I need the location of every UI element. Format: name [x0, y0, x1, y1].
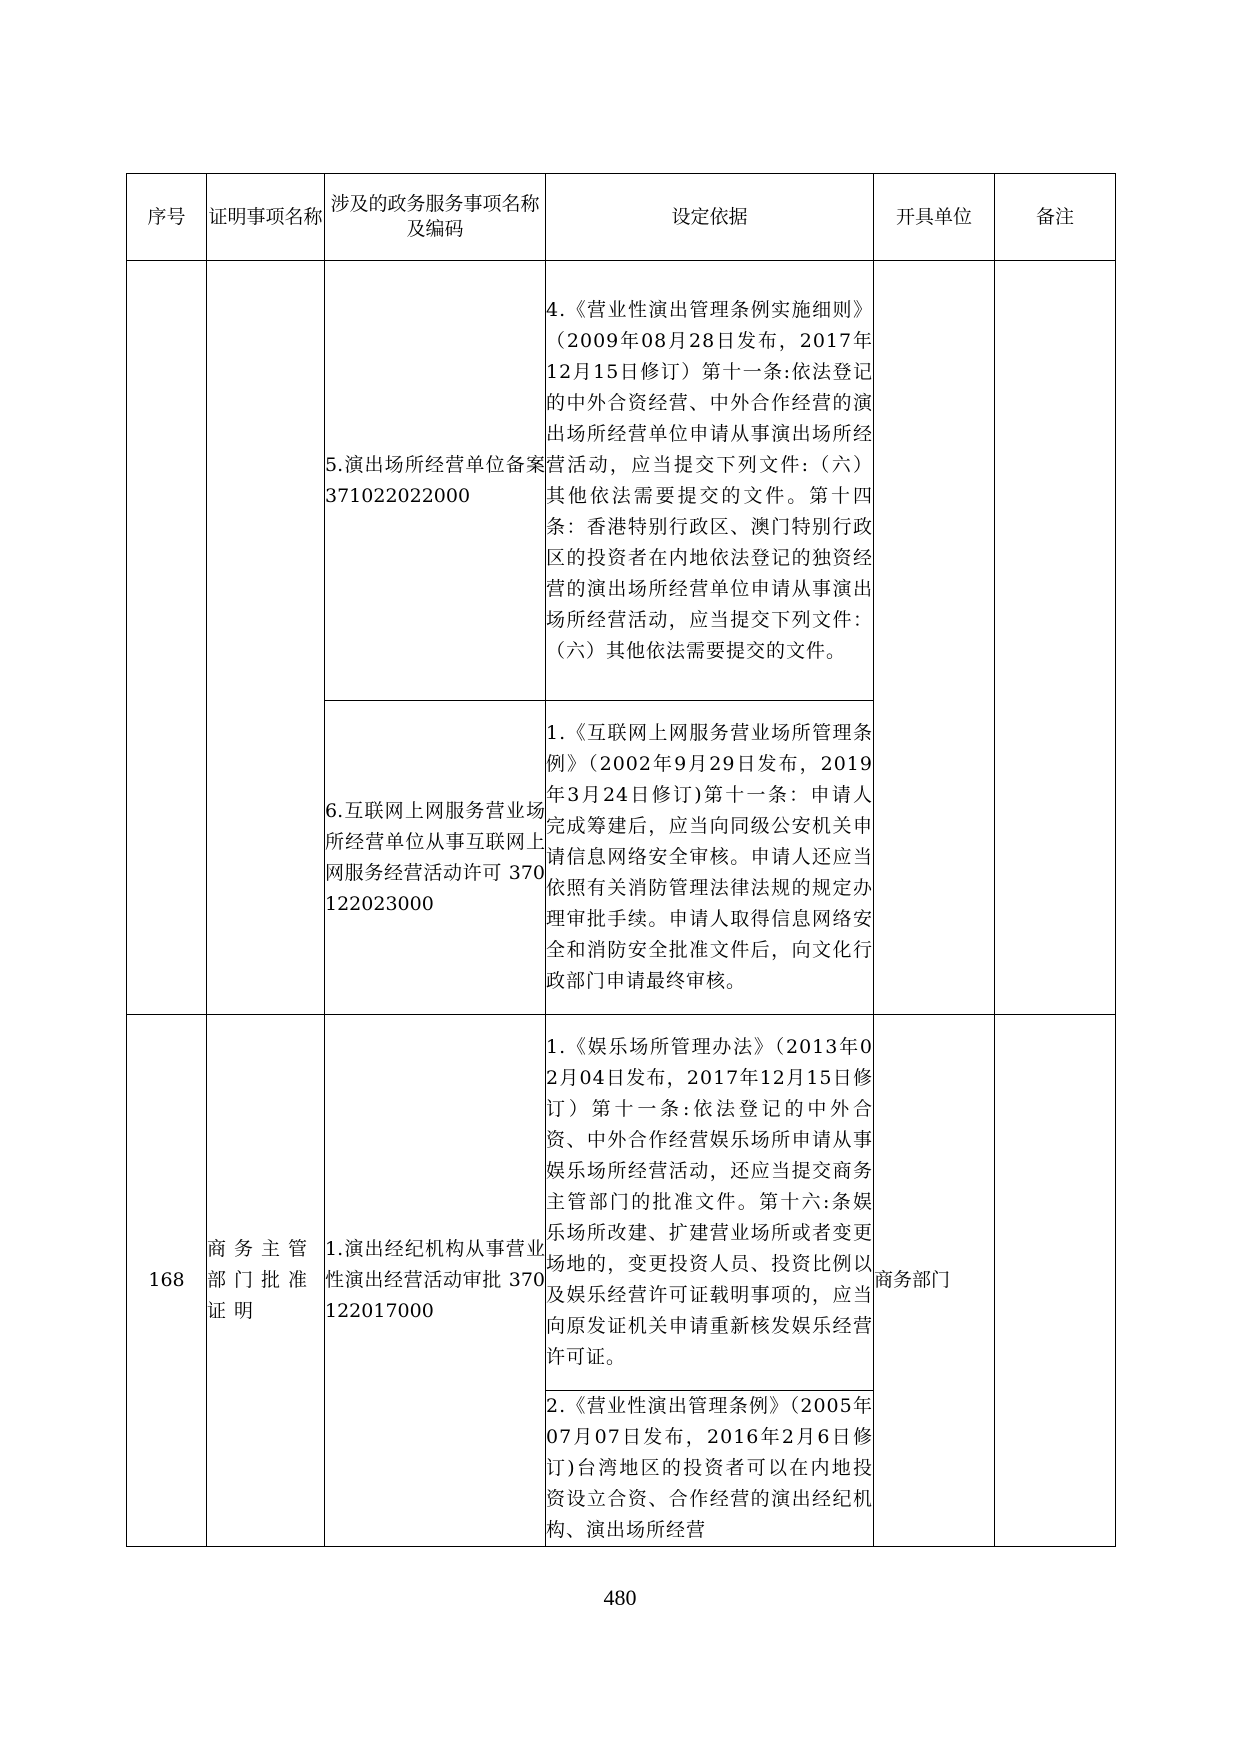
row-remark — [995, 1015, 1116, 1547]
basis-text: 1.《娱乐场所管理办法》（2013年02月04日发布，2017年12月15日修订）第十一条:依法登记的中外合资、中外合作经营娱乐场所申请从事娱乐场所经营活动，还应当提交商务主管部门的批准文件。第十六:条娱乐场所改建、扩建营业场所或者变更场地的，变更投资人员、投资比例以及娱乐经营许可证载明事项的，应当向原发证机关申请重新核发娱乐经营许可证。 — [546, 1015, 874, 1391]
row-remark — [995, 261, 1116, 1015]
header-seq: 序号 — [127, 174, 207, 261]
certification-table — [126, 173, 1116, 1547]
basis-text: 2.《营业性演出管理条例》（2005年07月07日发布，2016年2月6日修订)台湾地区的投资者可以在内地投资设立合资、合作经营的演出经纪机构、演出场所经营 — [546, 1391, 874, 1547]
header-basis: 设定依据 — [546, 174, 874, 261]
row-issuer — [874, 261, 995, 1015]
service-item: 1.演出经纪机构从事营业性演出经营活动审批 370122017000 — [325, 1015, 546, 1547]
basis-text: 1.《互联网上网服务营业场所管理条例》（2002年9月29日发布，2019年3月24日修订)第十一条：申请人完成筹建后，应当向同级公安机关申请信息网络安全审核。申请人还应当依照有关消防管理法律法规的规定办理审批手续。申请人取得信息网络安全和消防安全批准文件后，向文化行政部门申请最终审核。 — [546, 701, 874, 1015]
table-header-row — [127, 174, 1116, 261]
table-row — [127, 261, 1116, 701]
table-row — [127, 1015, 1116, 1391]
row-cert-name — [207, 261, 325, 1015]
header-service: 涉及的政务服务事项名称及编码 — [325, 174, 546, 261]
service-item: 6.互联网上网服务营业场所经营单位从事互联网上网服务经营活动许可 370122023000 — [325, 701, 546, 1015]
service-item: 5.演出场所经营单位备案 371022022000 — [325, 261, 546, 701]
row-cert-name: 商务主管部门批准证明 — [207, 1015, 325, 1547]
row-issuer: 商务部门 — [874, 1015, 995, 1547]
header-cert-name: 证明事项名称 — [207, 174, 325, 261]
header-issuer: 开具单位 — [874, 174, 995, 261]
row-seq: 168 — [127, 1015, 207, 1547]
header-remark: 备注 — [995, 174, 1116, 261]
basis-text: 4.《营业性演出管理条例实施细则》（2009年08月28日发布，2017年12月15日修订）第十一条:依法登记的中外合资经营、中外合作经营的演出场所经营单位申请从事演出场所经营活动，应当提交下列文件:（六）其他依法需要提交的文件。第十四条：香港特别行政区、澳门特别行政区的投资者在内地依法登记的独资经营的演出场所经营单位申请从事演出场所经营活动，应当提交下列文件：（六）其他依法需要提交的文件。 — [546, 261, 874, 701]
row-seq — [127, 261, 207, 1015]
page-number: 480 — [603, 1585, 637, 1610]
